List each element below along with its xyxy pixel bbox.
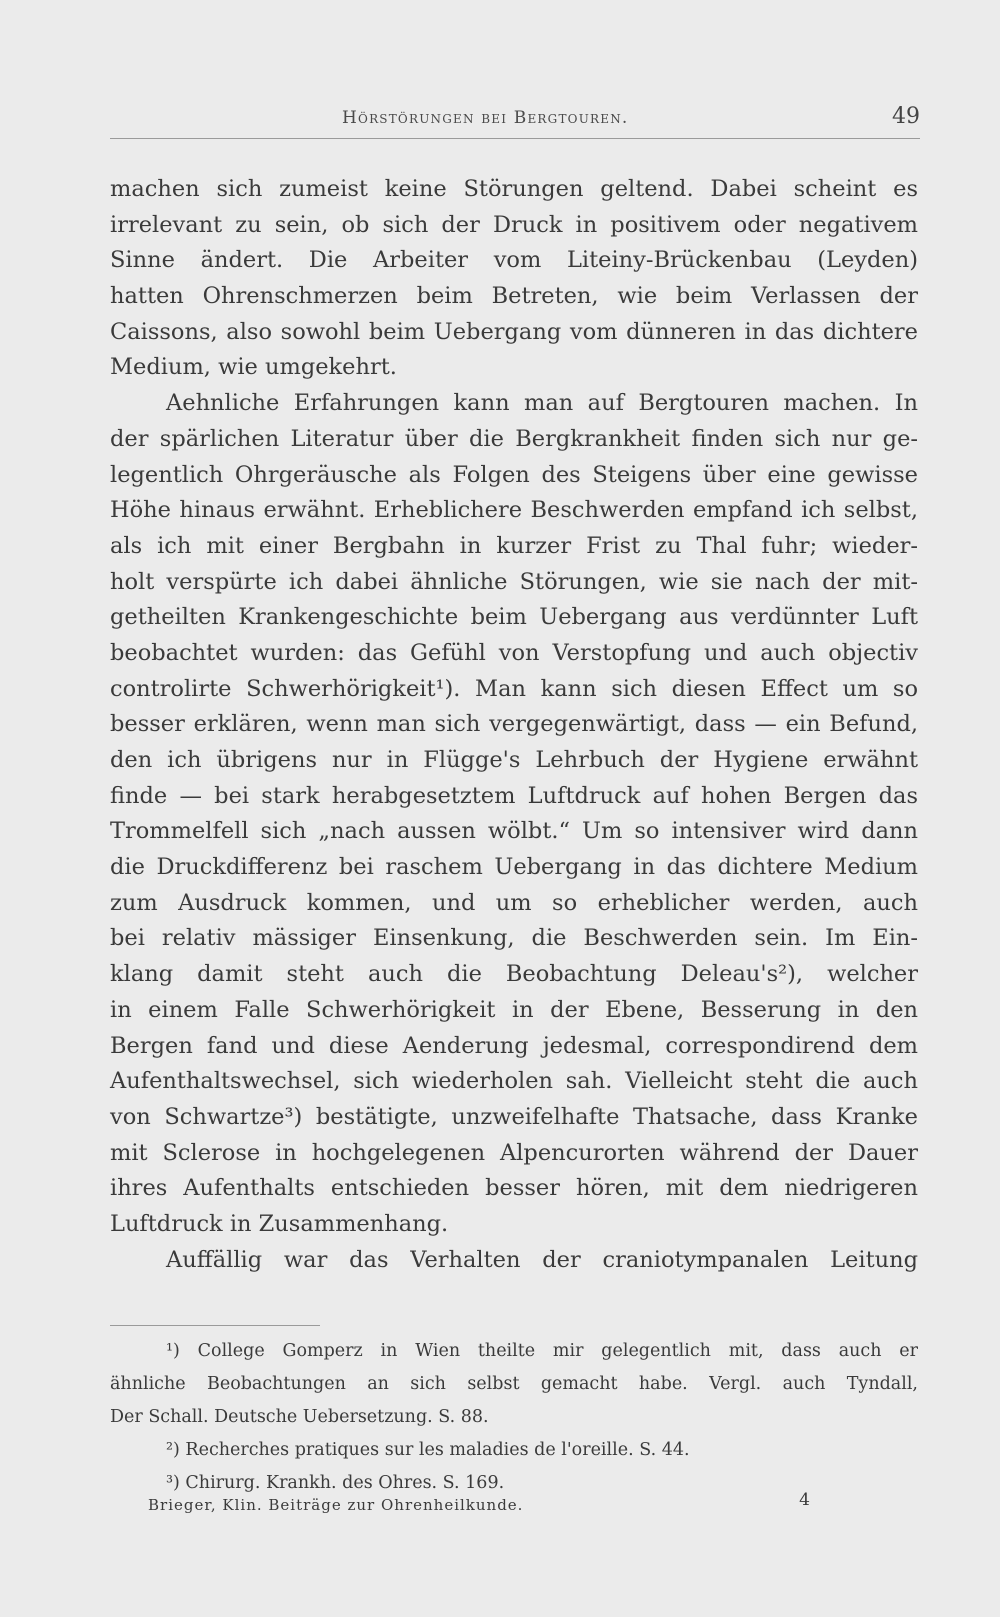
signature-line: Brieger, Klin. Beiträge zur Ohrenheilkunde.	[148, 1496, 524, 1514]
text-line: als ich mit einer Bergbahn in kurzer Frist zu Thal fuhr; wieder-	[110, 532, 918, 559]
text-line: Caissons, also sowohl beim Uebergang vom dünneren in das dichtere	[110, 318, 918, 345]
text-line: in einem Falle Schwerhörigkeit in der Ebene, Besserung in den	[110, 996, 918, 1023]
footnote-line: Der Schall. Deutsche Uebersetzung. S. 88.	[110, 1407, 489, 1427]
footnotes	[110, 1335, 918, 1500]
text-line: beobachtet wurden: das Gefühl von Verstopfung und auch objectiv	[110, 639, 918, 666]
page-number: 49	[892, 104, 920, 129]
text-line: Luftdruck in Zusammenhang.	[110, 1210, 449, 1237]
text-line: Auffällig war das Verhalten der craniotympanalen Leitung	[166, 1246, 918, 1273]
text-line: die Druckdifferenz bei raschem Uebergang in das dichtere Medium	[110, 854, 918, 881]
text-line: irrelevant zu sein, ob sich der Druck in positivem oder negativem	[110, 211, 918, 238]
text-line: legentlich Ohrgeräusche als Folgen des Steigens über eine gewisse	[110, 461, 918, 488]
footnote-rule	[110, 1325, 320, 1326]
text-line: holt verspürte ich dabei ähnliche Störungen, wie sie nach der mit-	[110, 568, 918, 595]
text-line: Medium, wie umgekehrt.	[110, 354, 397, 381]
text-line: finde — bei stark herabgesetztem Luftdruck auf hohen Bergen das	[110, 782, 918, 809]
footnote-line: ähnliche Beobachtungen an sich selbst gemacht habe. Vergl. auch Tyndall,	[110, 1374, 918, 1394]
text-line: Aehnliche Erfahrungen kann man auf Bergtouren machen. In	[166, 390, 918, 417]
text-line: zum Ausdruck kommen, und um so erheblicher werden, auch	[110, 889, 918, 916]
text-line: Höhe hinaus erwähnt. Erheblichere Beschwerden empfand ich selbst,	[110, 497, 918, 524]
footnote-line: ³) Chirurg. Krankh. des Ohres. S. 169.	[166, 1473, 505, 1493]
text-line: Aufenthaltswechsel, sich wiederholen sah. Vielleicht steht die auch	[110, 1068, 918, 1095]
text-line: der spärlichen Literatur über die Bergkrankheit finden sich nur ge-	[110, 425, 918, 452]
text-line: controlirte Schwerhörigkeit¹). Man kann sich diesen Effect um so	[110, 675, 918, 702]
text-line: von Schwartze³) bestätigte, unzweifelhafte Thatsache, dass Kranke	[110, 1103, 918, 1130]
text-line: Trommelfell sich „nach aussen wölbt.“ Um so intensiver wird dann	[110, 818, 918, 845]
sheet-number: 4	[799, 1490, 810, 1510]
text-line: machen sich zumeist keine Störungen geltend. Dabei scheint es	[110, 176, 918, 202]
text-line: ihres Aufenthalts entschieden besser hören, mit dem niedrigeren	[110, 1175, 918, 1202]
body-text	[110, 172, 918, 1278]
text-line: mit Sclerose in hochgelegenen Alpencurorten während der Dauer	[110, 1139, 918, 1166]
text-line: besser erklären, wenn man sich vergegenwärtigt, dass — ein Befund,	[110, 711, 918, 738]
text-line: hatten Ohrenschmerzen beim Betreten, wie beim Verlassen der	[110, 283, 918, 310]
running-head	[110, 104, 920, 139]
text-line: bei relativ mässiger Einsenkung, die Beschwerden sein. Im Ein-	[110, 925, 918, 952]
footnote-line: ²) Recherches pratiques sur les maladies de l'oreille. S. 44.	[166, 1440, 690, 1460]
text-line: Bergen fand und diese Aenderung jedesmal, correspondirend dem	[110, 1032, 918, 1059]
text-line: den ich übrigens nur in Flügge's Lehrbuch der Hygiene erwähnt	[110, 747, 918, 773]
text-line: Sinne ändert. Die Arbeiter vom Liteiny-Brückenbau (Leyden)	[110, 247, 918, 274]
running-title: Hörstörungen bei Bergtouren.	[342, 108, 629, 128]
footnote-line: ¹) College Gomperz in Wien theilte mir gelegentlich mit, dass auch er	[166, 1341, 918, 1361]
text-line: klang damit steht auch die Beobachtung Deleau's²), welcher	[110, 961, 918, 988]
text-line: getheilten Krankengeschichte beim Uebergang aus verdünnter Luft	[110, 604, 918, 631]
